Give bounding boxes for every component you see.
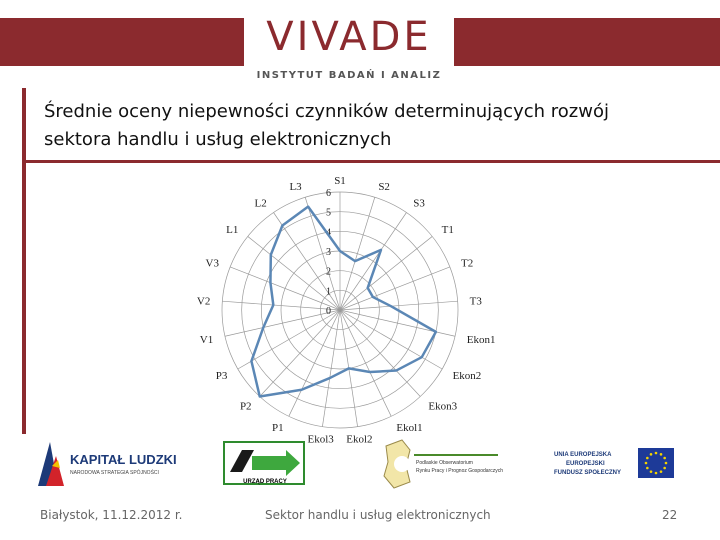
eu-star [655,452,658,455]
grid-spoke [305,197,340,310]
eu-star [646,467,649,470]
slide-title [44,98,704,154]
radial-tick-label: 1 [326,286,331,298]
radial-tick-label: 4 [326,227,331,239]
category-label: V2 [196,295,211,308]
vivade-logo [244,2,454,88]
radial-tick-label: 5 [326,207,331,219]
eu-star [663,457,666,460]
category-label: V1 [199,333,214,346]
grid-spoke [230,267,340,310]
kapital-ludzki-logo [36,436,176,492]
category-label: T1 [441,223,454,236]
ro-line2: Rynku Pracy i Prognoz Gospodarczych [416,468,503,474]
eu-star [646,457,649,460]
grid-spoke [340,267,450,310]
category-label: L3 [289,180,302,193]
category-label: Ekon2 [452,370,482,382]
map-marker [394,456,410,472]
logo-text: VIVADE [266,14,432,60]
category-label: V3 [205,257,219,270]
kl-tagline: NARODOWA STRATEGIA SPÓJNOŚCI [70,470,159,476]
radar-chart [190,168,496,446]
grid-spoke [340,310,442,369]
radial-tick-label: 6 [326,188,331,199]
page-number: 22 [662,508,678,522]
eu-star [660,470,663,473]
ro-line1: Podlaskie Obserwatorium [416,460,473,466]
eu-line1: UNIA EUROPEJSKA [554,452,612,458]
footer-date: Białystok, 11.12.2012 r. [40,508,183,522]
eu-line2: EUROPEJSKI [566,461,605,467]
eu-star [660,453,663,456]
category-label: Ekol2 [346,433,373,446]
category-label: T3 [469,295,482,308]
ro-divider [414,454,498,456]
radial-tick-label: 0 [326,306,331,317]
radial-tick-label: 3 [326,247,331,258]
title-divider [22,160,720,163]
unia-europejska-logo [538,436,678,492]
category-label: S2 [378,180,390,193]
eu-star [655,472,658,475]
kl-name: KAPITAŁ LUDZKI [70,452,177,467]
category-label: P3 [215,370,228,382]
logo-subtitle: INSTYTUT BADAŃ I ANALIZ [256,70,442,81]
eu-star [665,462,668,465]
grid-spoke [238,310,340,369]
category-label: Ekol1 [396,422,423,435]
radial-tick-label: 2 [326,266,331,278]
category-label: Ekon1 [466,333,496,346]
vertical-accent-bar [22,88,26,434]
category-label: P2 [239,400,252,413]
eu-star [663,467,666,470]
header-banner [0,0,720,90]
series-line [251,207,435,397]
category-label: P1 [271,422,284,435]
category-label: L1 [226,223,239,236]
eu-star [650,470,653,473]
title-line-1: Średnie oceny niepewności czynników determinujących rozwój [44,101,609,122]
urzad-pracy-logo [222,436,308,492]
series-layer [251,207,435,397]
grid-spoke [340,310,420,397]
category-label: T2 [461,257,474,270]
eu-star [645,462,648,465]
radial-tick-labels [326,188,331,317]
category-label: L2 [254,197,267,210]
category-label: Ekol3 [307,433,334,446]
grid-spoke [260,310,340,397]
up-label: URZĄD PRACY [243,479,287,485]
eu-star [650,453,653,456]
category-label: S3 [413,197,425,210]
radar-grid [222,192,458,428]
eu-line3: FUNDUSZ SPOŁECZNY [554,470,622,476]
category-label: Ekon3 [428,400,458,413]
title-line-2: sektora handlu i usług elektronicznych [44,129,392,150]
footer-center: Sektor handlu i usług elektronicznych [265,508,491,522]
category-label: S1 [334,175,346,187]
obserwatorium-logo [380,436,504,492]
